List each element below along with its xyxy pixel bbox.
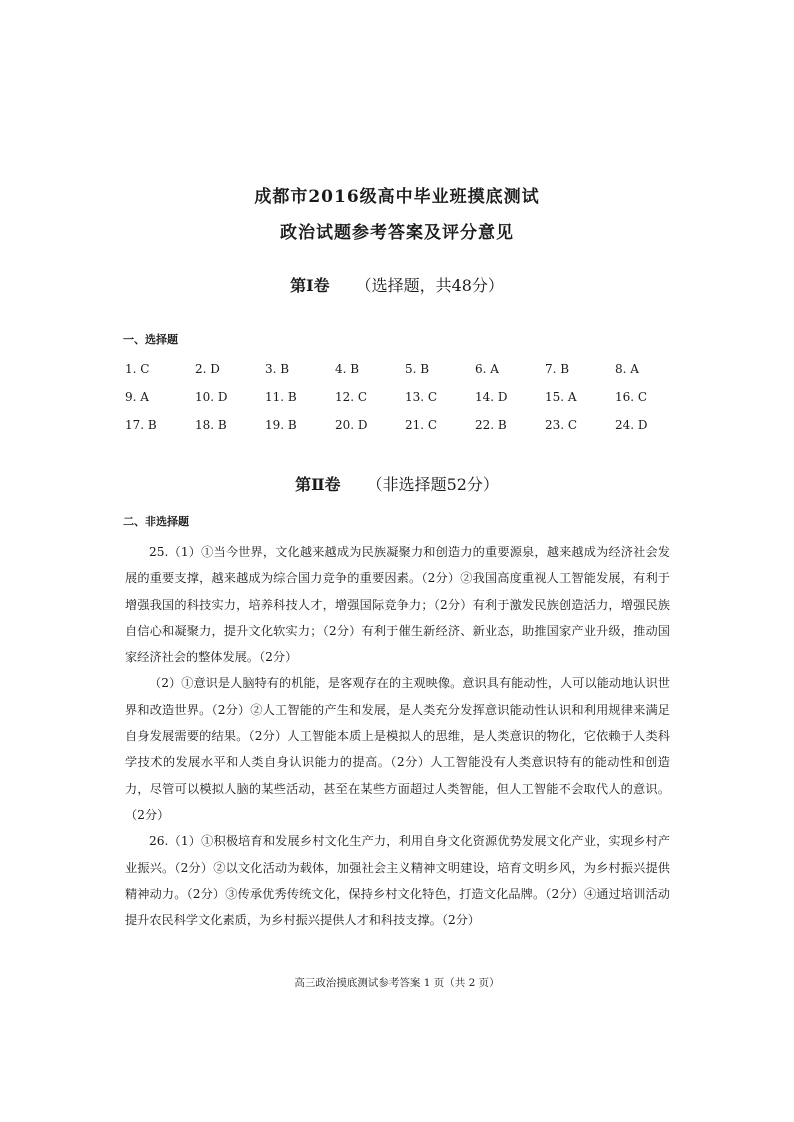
choice-answer-grid [125, 355, 685, 439]
answer-cell: 5. B [405, 362, 430, 376]
answer-cell: 3. B [265, 362, 290, 376]
answer-row [125, 355, 685, 383]
part-one-heading [0, 273, 794, 296]
answer-cell: 19. B [265, 418, 297, 432]
page-footer: 高三政治摸底测试参考答案 1 页（共 2 页） [294, 977, 500, 989]
answer-paragraph-25-1: 25.（1）①当今世界，文化越来越成为民族凝聚力和创造力的重要源泉，越来越成为经济社会发展的重要支撑，越来越成为综合国力竞争的重要因素。（2分）②我国高度重视人工智能发展，有利于增强我国的科技实力，培养科技人才，增强国际竞争力；（2分）有利于激发民族创造活力，增强民族自信心和凝聚力，提升文化软实力；（2分）有利于催生新经济、新业态，助推国家产业升级，推动国家经济社会的整体发展。（2分） [125, 545, 670, 665]
document-title: 成都市2016级高中毕业班摸底测试 [254, 187, 540, 207]
answer-row [125, 383, 685, 411]
answer-cell: 7. B [545, 362, 570, 376]
answer-paragraph-26-1: 26.（1）①积极培育和发展乡村文化生产力，利用自身文化资源优势发展文化产业，实现乡村产业振兴。（2分）②以文化活动为载体，加强社会主义精神文明建设，培育文明乡风，为乡村振兴提供精神动力。（2分）③传承优秀传统文化，保持乡村文化特色，打造文化品牌。（2分）④通过培训活动提升农民科学文化素质，为乡村振兴提供人才和科技支撑。（2分） [125, 834, 670, 928]
part-one-desc: （选择题，共48分） [355, 276, 504, 295]
answer-row [125, 411, 685, 439]
answer-cell: 20. D [335, 418, 368, 432]
answer-cell: 15. A [545, 390, 577, 404]
essay-answers [125, 539, 670, 933]
answer-cell: 9. A [125, 390, 149, 404]
answer-cell: 18. B [195, 418, 227, 432]
answer-cell: 23. C [545, 418, 578, 432]
answer-cell: 22. B [475, 418, 507, 432]
answer-cell: 1. C [125, 362, 150, 376]
part-two-name: 第Ⅱ卷 [295, 475, 341, 494]
part-two-heading [0, 472, 794, 495]
answer-cell: 13. C [405, 390, 438, 404]
answer-cell: 17. B [125, 418, 157, 432]
answer-paragraph-25-2: （2）①意识是人脑特有的机能，是客观存在的主观映像。意识具有能动性，人可以能动地认识世界和改造世界。（2分）②人工智能的产生和发展，是人类充分发挥意识能动性认识和利用规律来满足自身发展需要的结果。（2分）人工智能本质上是模拟人的思维，是人类意识的物化，它依赖于人类科学技术的发展水平和人类自身认识能力的提高。（2分）人工智能没有人类意识特有的能动性和创造力，尽管可以模拟人脑的某些活动，甚至在某些方面超过人类智能，但人工智能不会取代人的意识。（2分） [125, 676, 670, 822]
section-one-heading: 一、选择题 [123, 333, 178, 346]
part-two-desc: （非选择题52分） [366, 475, 499, 494]
answer-cell: 14. D [475, 390, 508, 404]
answer-cell: 10. D [195, 390, 228, 404]
answer-cell: 16. C [615, 390, 648, 404]
document-subtitle: 政治试题参考答案及评分意见 [280, 223, 514, 243]
part-one-name: 第Ⅰ卷 [290, 276, 330, 295]
answer-cell: 24. D [615, 418, 648, 432]
answer-cell: 4. B [335, 362, 360, 376]
section-two-heading: 二、非选择题 [123, 515, 189, 528]
answer-cell: 6. A [475, 362, 499, 376]
answer-cell: 2. D [195, 362, 220, 376]
answer-cell: 21. C [405, 418, 438, 432]
answer-cell: 12. C [335, 390, 368, 404]
answer-cell: 8. A [615, 362, 639, 376]
answer-cell: 11. B [265, 390, 297, 404]
